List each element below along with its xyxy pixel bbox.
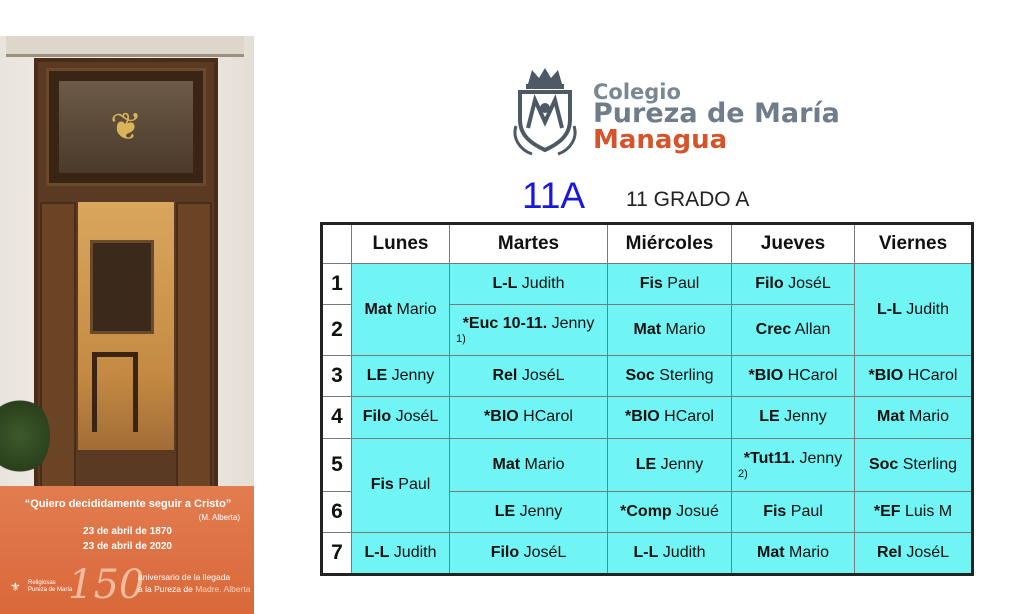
subject: L-L — [364, 543, 390, 561]
poster-date-1: 23 de abril de 1870 — [83, 526, 172, 537]
class-cell-lunes-5-6 — [352, 438, 450, 532]
poster-photo — [0, 36, 254, 506]
subject: LE — [635, 455, 657, 473]
period-number: 4 — [322, 397, 352, 438]
period-number: 6 — [322, 491, 352, 532]
subject: LE — [494, 502, 516, 520]
teacher: Sterling — [654, 367, 714, 385]
subject: L-L — [876, 300, 902, 318]
class-cell-viernes-6 — [855, 491, 973, 532]
teacher: JoséL — [783, 275, 831, 293]
period-number: 7 — [322, 532, 352, 574]
poster-anniv-line-1: aniversario de la llegada — [138, 572, 231, 582]
poster-quote-author: (M. Alberta) — [198, 513, 240, 522]
poster-quote: “Quiero decididamente seguir a Cristo” — [24, 498, 232, 510]
period-number: 3 — [322, 356, 352, 397]
period-row-4 — [322, 397, 973, 438]
period-row-7 — [322, 532, 973, 574]
teacher: Jenny — [795, 449, 843, 467]
class-cell-miercoles-3 — [608, 356, 732, 397]
subject: Fis — [639, 275, 663, 293]
subject: Rel — [876, 543, 902, 561]
teacher: Judith — [389, 543, 437, 561]
teacher: Josué — [671, 502, 719, 520]
class-cell-viernes-4 — [855, 397, 973, 438]
subject: L-L — [633, 543, 659, 561]
class-cell-martes-2 — [450, 305, 608, 356]
class-cell-jueves-5 — [732, 438, 855, 491]
subject: Filo — [490, 543, 520, 561]
teacher: Mario — [392, 300, 437, 318]
period-number: 2 — [322, 305, 352, 356]
class-cell-jueves-1 — [732, 264, 855, 305]
timetable-header-row — [322, 224, 973, 264]
day-header-miercoles: Miércoles — [608, 224, 732, 264]
class-cell-martes-1 — [450, 264, 608, 305]
subject: LE — [759, 408, 780, 426]
subject: L-L — [492, 275, 518, 293]
footnote-marker: 2) — [738, 467, 748, 480]
period-number: 5 — [322, 438, 352, 491]
brand-city: Managua — [593, 125, 728, 155]
subject: Fis — [763, 502, 787, 520]
anniversary-poster — [0, 36, 254, 614]
subject: *Comp — [620, 502, 672, 520]
class-cell-martes-5 — [450, 438, 608, 491]
period-number: 1 — [322, 264, 352, 305]
period-row-1 — [322, 264, 973, 305]
subject: *BIO — [625, 408, 660, 426]
class-cell-lunes-7 — [352, 532, 450, 574]
class-cell-jueves-3 — [732, 356, 855, 397]
day-header-lunes: Lunes — [352, 224, 450, 264]
subject: *EF — [873, 502, 901, 520]
subject: Crec — [755, 321, 792, 339]
crest-icon — [510, 66, 580, 158]
teacher: Jenny — [656, 455, 704, 473]
door-leaf-right — [176, 202, 212, 490]
monogram-icon: ❦ — [110, 106, 142, 149]
day-header-martes: Martes — [450, 224, 608, 264]
floor — [78, 450, 174, 490]
subject: Soc — [625, 367, 655, 385]
grade-name: 11 GRADO A — [626, 188, 750, 211]
grade-code: 11A — [522, 175, 586, 216]
subject: Fis — [370, 476, 394, 494]
teacher: Paul — [662, 275, 700, 293]
religiosas-logo-icon: ⚜ — [10, 580, 21, 594]
subject: Mat — [633, 321, 662, 339]
class-cell-jueves-2 — [732, 305, 855, 356]
day-header-viernes: Viernes — [855, 224, 973, 264]
subject: Mat — [876, 408, 905, 426]
subject: *BIO — [868, 367, 904, 385]
teacher: Sterling — [898, 455, 958, 473]
subject: Soc — [868, 455, 899, 473]
teacher: Mario — [520, 455, 565, 473]
period-row-5 — [322, 438, 973, 491]
class-cell-viernes-7 — [855, 532, 973, 574]
religiosas-label — [28, 580, 72, 594]
teacher: Judith — [658, 543, 706, 561]
class-cell-lunes-1-2 — [352, 264, 450, 356]
brand-colegio: Colegio — [593, 80, 681, 104]
teacher: HCarol — [659, 408, 714, 426]
chair — [92, 352, 138, 432]
religiosas-line-2: Pureza de María — [28, 587, 73, 593]
subject: Rel — [492, 367, 518, 385]
class-cell-viernes-1-2 — [855, 264, 973, 356]
portrait-painting — [90, 240, 154, 334]
teacher: Jenny — [547, 315, 595, 333]
teacher: JoséL — [517, 367, 565, 385]
class-cell-jueves-7 — [732, 532, 855, 574]
door-opening — [78, 202, 174, 490]
teacher: Luis M — [900, 502, 953, 520]
teacher: Jenny — [387, 367, 435, 385]
class-cell-miercoles-6 — [608, 491, 732, 532]
poster-date-2: 23 de abril de 2020 — [83, 541, 172, 552]
subject: *BIO — [484, 408, 519, 426]
subject: Filo — [362, 408, 392, 426]
poster-anniv-line-2b: Madre. Alberta — [195, 584, 251, 594]
wooden-door — [34, 58, 218, 498]
class-cell-martes-7 — [450, 532, 608, 574]
door-cornice — [6, 36, 244, 57]
teacher: Mario — [784, 543, 829, 561]
teacher: HCarol — [783, 367, 838, 385]
class-cell-jueves-4 — [732, 397, 855, 438]
teacher: JoséL — [901, 543, 950, 561]
timetable — [320, 222, 974, 576]
class-cell-martes-6 — [450, 491, 608, 532]
teacher: Judith — [517, 275, 565, 293]
class-cell-martes-4 — [450, 397, 608, 438]
subject: Mat — [756, 543, 785, 561]
class-cell-miercoles-7 — [608, 532, 732, 574]
subject: LE — [366, 367, 388, 385]
poster-150: 150 — [68, 562, 145, 608]
teacher: Jenny — [779, 408, 827, 426]
subject: Mat — [364, 300, 393, 318]
poster-anniv-line-2 — [138, 584, 250, 594]
class-cell-viernes-3 — [855, 356, 973, 397]
header-corner — [322, 224, 352, 264]
class-cell-viernes-5 — [855, 438, 973, 491]
class-cell-miercoles-1 — [608, 264, 732, 305]
teacher: Judith — [901, 300, 949, 318]
period-row-3 — [322, 356, 973, 397]
poster-anniv-line-2a: a la Pureza de — [138, 584, 196, 594]
subject: *Euc 10-11. — [462, 315, 548, 333]
class-cell-lunes-3 — [352, 356, 450, 397]
class-cell-miercoles-2 — [608, 305, 732, 356]
class-cell-lunes-4 — [352, 397, 450, 438]
subject: *BIO — [748, 367, 784, 385]
subject: Mat — [492, 455, 521, 473]
door-transom — [46, 68, 206, 186]
teacher: HCarol — [903, 367, 958, 385]
brand-school-name: Pureza de María — [593, 98, 840, 129]
teacher: HCarol — [518, 408, 573, 426]
class-cell-martes-3 — [450, 356, 608, 397]
footnote-marker: 1) — [456, 333, 466, 346]
teacher: Paul — [393, 476, 431, 494]
teacher: Jenny — [515, 502, 563, 520]
teacher: Mario — [904, 408, 949, 426]
class-cell-miercoles-4 — [608, 397, 732, 438]
teacher: Paul — [786, 502, 823, 520]
teacher: Mario — [661, 321, 706, 339]
class-cell-miercoles-5 — [608, 438, 732, 491]
poster-banner — [0, 486, 254, 614]
teacher: JoséL — [391, 408, 439, 426]
class-cell-jueves-6 — [732, 491, 855, 532]
subject: Filo — [755, 275, 784, 293]
teacher: Allan — [791, 321, 831, 339]
subject: *Tut11. — [743, 449, 796, 467]
day-header-jueves: Jueves — [732, 224, 855, 264]
religiosas-line-1: Religiosas — [28, 580, 56, 586]
teacher: JoséL — [519, 543, 567, 561]
